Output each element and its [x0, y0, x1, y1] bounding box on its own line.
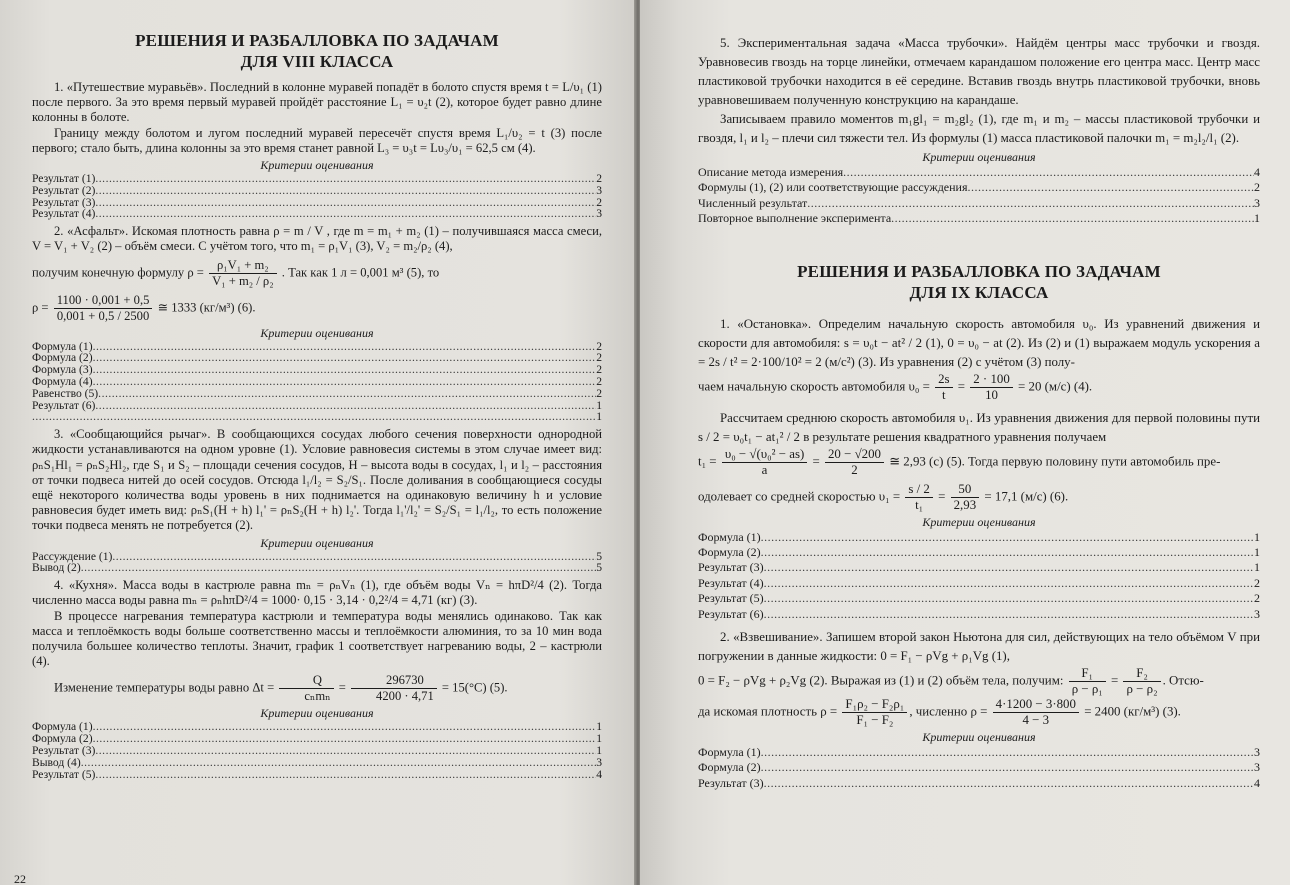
criteria-row	[698, 560, 1260, 575]
fraction	[279, 673, 333, 704]
criteria-points: 3	[1254, 760, 1260, 775]
criteria-points: 4	[1254, 775, 1260, 790]
leader-dots	[95, 208, 596, 220]
formula-text: ≅ 2,93 (с) (5). Тогда первую половину пути автомобиль пре-	[889, 454, 1221, 469]
fraction	[842, 697, 907, 728]
denominator: ρ − ρ₁	[1071, 682, 1103, 697]
criteria-row	[698, 530, 1260, 545]
criteria-points: 1	[596, 410, 602, 424]
leader-dots	[93, 341, 597, 353]
leader-dots	[32, 411, 596, 423]
right-title-line2: ДЛЯ IX КЛАССА	[909, 282, 1049, 302]
criteria-label: Результат (5)	[698, 591, 764, 606]
numerator: ρ₁V₁ + m₂	[209, 258, 277, 274]
formula-text: да искомая плотность ρ =	[698, 704, 838, 719]
formula-text: 0 = F₂ − ρVg + ρ₂Vg (2). Выражая из (1) и (2) объём тела, получим:	[698, 673, 1064, 688]
fraction	[935, 372, 952, 403]
denominator: 0,001 + 0,5 / 2500	[56, 308, 150, 323]
criteria-points: 4	[1254, 165, 1260, 179]
denominator: t	[942, 387, 946, 402]
criteria-label: Рассуждение (1)	[32, 549, 113, 563]
leader-dots	[95, 173, 596, 185]
criteria-row	[698, 607, 1260, 622]
task2-formula	[32, 258, 602, 289]
criteria-label: Результат (2)	[32, 183, 96, 197]
ix-task1-text: 1. «Остановка». Определим начальную скорость автомобиля υ₀. Из уравнений движения и скорости для автомобиля: s = υ₀t − at² / 2 (1), 0 = υ₀ − at (2). Из (2) и (1) выражаем модуль ускорения a = 2s / t² = 2·100/10² = 2 (м/с²) (3). Из уравнения (2) с учётом (3) полу-	[698, 316, 1260, 369]
criteria-row	[32, 197, 602, 209]
criteria-row	[32, 388, 602, 400]
formula-text: . Так как 1 л = 0,001 м³ (5), то	[281, 265, 440, 279]
criteria-points: 2	[596, 375, 602, 388]
criteria-row	[698, 196, 1260, 211]
criteria-label: Формулы (1), (2) или соответствующие рассуждения	[698, 180, 968, 195]
criteria-label: Вывод (4)	[32, 755, 81, 769]
criteria-row	[32, 173, 602, 185]
criteria-row	[32, 757, 602, 769]
formula-text: ρ =	[32, 300, 49, 314]
criteria-row	[698, 760, 1260, 775]
criteria-points: 3	[596, 183, 602, 197]
criteria-label: Результат (6)	[698, 606, 764, 621]
criteria-row	[698, 180, 1260, 195]
numerator: 1100 · 0,001 + 0,5	[54, 293, 153, 309]
task2-result	[32, 293, 602, 324]
criteria-points: 1	[596, 398, 602, 412]
criteria-label: Формула (2)	[32, 351, 93, 365]
task2-text: 2. «Асфальт». Искомая плотность равна ρ = m / V , где m = m₁ + m₂ (1) – получившаяся масса смеси, V = V₁ + V₂ (2) – объём смеси. С учётом того, что m₁ = ρ₁V₁ (3), V₂ = m₂/ρ₂ (4),	[32, 224, 602, 254]
criteria-row	[32, 352, 602, 364]
page-number: 22	[14, 872, 26, 885]
denominator: ρ − ρ₂	[1126, 682, 1158, 697]
criteria-label: Формула (2)	[698, 545, 761, 560]
criteria-label: Результат (4)	[698, 575, 764, 590]
criteria-label: Результат (3)	[32, 744, 96, 758]
leader-dots	[95, 745, 596, 757]
criteria-label: Формула (2)	[32, 732, 93, 746]
denominator: a	[761, 462, 768, 477]
criteria-label: Формула (1)	[32, 720, 93, 734]
criteria-title-4: Критерии оценивания	[260, 706, 374, 721]
leader-dots	[764, 560, 1254, 575]
formula-text: = 15(°C) (5).	[441, 680, 508, 695]
numerator: 20 − √200	[825, 447, 884, 463]
leader-dots	[93, 352, 597, 364]
leader-dots	[761, 545, 1254, 560]
numerator: 4·1200 − 3·800	[993, 697, 1079, 713]
task1-text-b: Границу между болотом и лугом последний муравей пересечёт спустя время L₁/υ₂ = t (3) после первого; стало быть, длина колонны за это время станет равной L₃ = υ₃t = Lυ₃/υ₁ = 62,5 см (4).	[32, 125, 602, 155]
task1-text: 1. «Путешествие муравьёв». Последний в колонне муравей попадёт в болото спустя время t = L/υ₁ (1) после первого. За это время первый муравей пройдёт расстояние L₁ = υ₂t (2), которое будет равно длине колонны в болоте.	[32, 80, 602, 125]
leader-dots	[764, 776, 1254, 791]
formula-text: Изменение температуры воды равно Δt =	[54, 680, 275, 695]
criteria-points: 2	[596, 363, 602, 377]
numerator: υ₀ − √(υ₀² − as)	[722, 447, 807, 463]
criteria-label: Формула (2)	[698, 760, 761, 775]
criteria-points: 3	[596, 755, 602, 769]
criteria-title-7: Критерии оценивания	[922, 730, 1036, 745]
criteria-list	[32, 341, 602, 424]
numerator: F₂	[1123, 666, 1160, 682]
criteria-row	[32, 551, 602, 563]
leader-dots	[764, 591, 1254, 606]
criteria-label: Результат (3)	[698, 775, 764, 790]
task4-text-b: В процессе нагревания температура кастрюли и температура воды менялись одинаково. Так как масса и теплоёмкость воды больше соответственно массы и теплоёмкости алюминия, то за 10 мин вода получила большее количество теплоты. Значит, график 1 соответствует нагреванию воды, 2 – кастрюли (4).	[32, 608, 602, 669]
leader-dots	[93, 721, 597, 733]
criteria-row	[32, 364, 602, 376]
leader-dots	[81, 562, 597, 574]
fraction	[825, 447, 884, 478]
leader-dots	[761, 530, 1254, 545]
task5-text: 5. Экспериментальная задача «Масса трубочки». Найдём центры масс трубочки и гвоздя. Уравновесив гвоздь на торце линейки, отмечаем карандашом положение его центра масс. Центр масс пластиковой трубочки находится в её середине. Вставив гвоздь внутрь пластиковой трубочки, вновь уравновешиваем полученную конструкцию на карандаше.	[698, 36, 1260, 107]
fraction	[1123, 666, 1160, 697]
criteria-title-3: Критерии оценивания	[260, 535, 374, 550]
criteria-points: 5	[596, 561, 602, 575]
criteria-row	[698, 545, 1260, 560]
left-page	[0, 0, 636, 885]
criteria-row	[32, 745, 602, 757]
denominator: 4 − 3	[1022, 713, 1050, 728]
criteria-points: 2	[1254, 180, 1260, 195]
leader-dots	[95, 400, 596, 412]
criteria-points: 3	[596, 207, 602, 221]
criteria-points: 3	[1254, 195, 1260, 210]
criteria-row	[698, 776, 1260, 791]
denominator: F₁ − F₂	[856, 713, 894, 728]
leader-dots	[967, 180, 1254, 195]
criteria-points: 1	[596, 720, 602, 734]
fraction	[1069, 666, 1106, 697]
criteria-label: Формула (1)	[698, 529, 761, 544]
numerator: Q	[279, 673, 333, 689]
criteria-title-5: Критерии оценивания	[922, 150, 1036, 164]
criteria-row	[698, 745, 1260, 760]
criteria-list	[698, 745, 1260, 791]
leader-dots	[891, 211, 1254, 226]
criteria-row	[32, 400, 602, 412]
criteria-list	[32, 173, 602, 220]
criteria-row	[698, 165, 1260, 180]
formula-text: получим конечную формулу ρ =	[32, 265, 204, 279]
leader-dots	[95, 197, 596, 209]
criteria-points: 3	[1254, 745, 1260, 760]
ix-task1-formula-b: t₁ = $\frac{\text{υ₀ − √(υ₀² − as)}}{a}$ = $\frac{20 - √200}{2}$ ≅ 2,93 (с) (5). Тогда первую половину пути автомобиль пре-	[698, 446, 1221, 477]
criteria-label: Формула (3)	[32, 363, 93, 377]
formula-text: чаем начальную скорость автомобиля υ₀ =	[698, 379, 930, 394]
criteria-label: Описание метода измерения	[698, 165, 844, 179]
denominator: 2	[851, 462, 858, 477]
formula-text: =	[338, 680, 346, 695]
fraction	[209, 258, 277, 289]
criteria-row	[698, 591, 1260, 606]
criteria-label: Результат (3)	[32, 195, 96, 209]
ix-task2-formula-b	[698, 697, 1260, 728]
criteria-label: Численный результат	[698, 195, 808, 210]
criteria-title-2: Критерии оценивания	[260, 325, 374, 340]
leader-dots	[761, 745, 1254, 760]
task4-text: 4. «Кухня». Масса воды в кастрюле равна mₙ = ρₙVₙ (1), где объём воды Vₙ = hπD²/4 (2). Тогда численно масса воды равна mₙ = ρₙhπD²/4 = 1000· 0,15 · 3,14 · 0,2²/4 = 4,71 (кг) (3).	[32, 578, 602, 608]
criteria-list	[698, 165, 1260, 227]
formula-text: , численно ρ =	[909, 704, 988, 719]
ix-task1-formula-c: одолевает со средней скоростью υ₁ = $\frac{s / 2}{\text{t₁}}$ = $\frac{50}{2,93}$ = 17,1 (м/с) (6).	[698, 481, 1069, 512]
numerator: 2s	[935, 372, 952, 388]
criteria-label: Вывод (2)	[32, 561, 81, 575]
formula-text: одолевает со средней скоростью υ₁ =	[698, 489, 901, 504]
criteria-title-1: Критерии оценивания	[260, 158, 374, 173]
fraction	[951, 482, 980, 513]
criteria-points: 1	[596, 744, 602, 758]
criteria-row	[32, 721, 602, 733]
criteria-points: 1	[1254, 529, 1260, 544]
task4-formula	[32, 673, 602, 704]
criteria-row	[32, 185, 602, 197]
task5-text-b: Записываем правило моментов m₁gl₁ = m₂gl₂ (1), где m₁ и m₂ – массы пластиковой трубочки и гвоздя, l₁ и l₂ – плечи сил тяжести тел. Из формулы (1) масса пластиковой палочки m₁ = m₂l₂/l₁ (2).	[698, 112, 1260, 145]
criteria-row	[32, 733, 602, 745]
denominator: 4200 · 4,71	[376, 689, 434, 704]
numerator: 296730	[351, 673, 437, 689]
criteria-points: 2	[596, 351, 602, 365]
denominator: 2,93	[953, 497, 977, 512]
ix-task2-formula: 0 = F₂ − ρVg + ρ₂Vg (2). Выражая из (1) и (2) объём тела, получим: $\frac{\text{F₁}}{\text{ρ − ρ₁}}$ = $\frac{\text{F₂}}{\text{ρ − ρ₂}}$ . Отсю-	[698, 666, 1204, 697]
criteria-points: 2	[596, 339, 602, 353]
criteria-points: 2	[596, 172, 602, 186]
formula-text: . Отсю-	[1162, 673, 1204, 688]
leader-dots	[764, 576, 1254, 591]
denominator: t₁	[915, 497, 924, 512]
fraction	[722, 447, 807, 478]
formula-text: t₁ =	[698, 454, 717, 469]
criteria-points: 1	[1254, 560, 1260, 575]
criteria-row	[32, 341, 602, 353]
criteria-points: 3	[1254, 606, 1260, 621]
criteria-row	[32, 208, 602, 220]
denominator: 10	[985, 387, 998, 402]
criteria-label: Формула (1)	[32, 339, 93, 353]
right-title-line1: РЕШЕНИЯ И РАЗБАЛЛОВКА ПО ЗАДАЧАМ	[797, 261, 1161, 281]
ix-task2-text: 2. «Взвешивание». Запишем второй закон Ньютона для сил, действующих на тело объёмом V при погружении в данные жидкости: 0 = F₁ − ρVg + ρ₁Vg (1),	[698, 630, 1260, 664]
leader-dots	[764, 607, 1254, 622]
criteria-label: Результат (3)	[698, 560, 764, 575]
criteria-label: Формула (1)	[698, 745, 761, 760]
numerator: 2 · 100	[970, 372, 1013, 388]
criteria-label: Равенство (5)	[32, 386, 99, 400]
criteria-points: 4	[596, 767, 602, 781]
criteria-points: 5	[596, 549, 602, 563]
numerator: s / 2	[905, 482, 933, 498]
leader-dots	[98, 388, 596, 400]
leader-dots	[93, 733, 597, 745]
fraction	[54, 293, 153, 324]
criteria-row	[698, 576, 1260, 591]
numerator: 50	[951, 482, 980, 498]
criteria-label: Формула (4)	[32, 375, 93, 388]
criteria-row	[698, 211, 1260, 226]
leader-dots	[93, 376, 597, 388]
numerator: F₁	[1069, 666, 1106, 682]
right-page	[640, 0, 1290, 885]
fraction	[993, 697, 1079, 728]
leader-dots	[761, 760, 1254, 775]
fraction	[905, 482, 933, 513]
criteria-label: Результат (4)	[32, 207, 96, 221]
criteria-points: 2	[1254, 575, 1260, 590]
formula-text: = 20 (м/с) (4).	[1018, 379, 1093, 394]
leader-dots	[112, 551, 596, 563]
task3-text: 3. «Сообщающийся рычаг». В сообщающихся сосудах любого сечения поверхности однородной жидкости устанавливаются на одном уровне (1). Условие равновесия системы в этом случае имеет вид: ρₙS₁Hl₁ = ρₙS₂Hl₂, где S₁ и S₂ – площади сечения сосудов, H – высота воды в сосудах, l₁ и l₂ – расстояния от точки подвеса нитей до осей сосудов. Отсюда l₁/l₂ = S₂/S₁. После доливания в сообщающиеся сосуды ещё некоторого количества воды уровень в них поднимается на одинаковую величину h и условие равновесия будет иметь вид: ρₙS₁(H + h) l₁' = ρₙS₂(H + h) l₂'. Тогда l₁'/l₂' = S₂/S₁ = l₁/l₂, то есть положение точки подвеса менять не потребуется (2).	[32, 427, 602, 533]
criteria-row	[32, 769, 602, 781]
left-title-line1: РЕШЕНИЯ И РАЗБАЛЛОВКА ПО ЗАДАЧАМ	[135, 31, 499, 50]
criteria-list	[32, 551, 602, 575]
criteria-label: Результат (5)	[32, 767, 96, 781]
leader-dots	[95, 185, 596, 197]
ix-task1-text-b: Рассчитаем среднюю скорость автомобиля υ₁. Из уравнения движения для первой половины пути s / 2 = υ₀t₁ − at₁² / 2 в результате решения квадратного уравнения получаем	[698, 410, 1260, 444]
criteria-points: 2	[1254, 591, 1260, 606]
fraction	[970, 372, 1013, 403]
fraction	[351, 673, 437, 704]
leader-dots	[95, 769, 596, 781]
criteria-points: 1	[1254, 545, 1260, 560]
criteria-row	[32, 411, 602, 423]
criteria-points: 1	[1254, 211, 1260, 226]
formula-text: = 17,1 (м/с) (6).	[984, 489, 1069, 504]
denominator: V₁ + m₂ / ρ₂	[212, 273, 274, 288]
criteria-points: 2	[596, 195, 602, 209]
criteria-points: 2	[596, 386, 602, 400]
criteria-list	[32, 721, 602, 780]
criteria-title-6: Критерии оценивания	[922, 514, 1036, 529]
leader-dots	[93, 364, 597, 376]
criteria-row	[32, 562, 602, 574]
criteria-list	[698, 530, 1260, 622]
criteria-label: Результат (1)	[32, 172, 96, 186]
formula-text: ≅ 1333 (кг/м³) (6).	[157, 300, 256, 314]
leader-dots	[807, 196, 1254, 211]
leader-dots	[843, 165, 1254, 180]
leader-dots	[81, 757, 597, 769]
left-title-line2: ДЛЯ VIII КЛАССА	[240, 52, 394, 71]
numerator: F₁ρ₂ − F₂ρ₁	[842, 697, 907, 713]
ix-task1-formula: чаем начальную скорость автомобиля υ₀ = $\frac{2s}{t}$ = $\frac{2 \cdot 100}{10}$ = 20 (м/с) (4).	[698, 371, 1093, 402]
denominator: cₙmₙ	[304, 689, 331, 704]
criteria-points: 1	[596, 732, 602, 746]
formula-text: = 2400 (кг/м³) (3).	[1084, 704, 1181, 719]
criteria-label: Повторное выполнение эксперимента	[698, 211, 892, 226]
criteria-row	[32, 376, 602, 388]
criteria-label: Результат (6)	[32, 398, 96, 412]
